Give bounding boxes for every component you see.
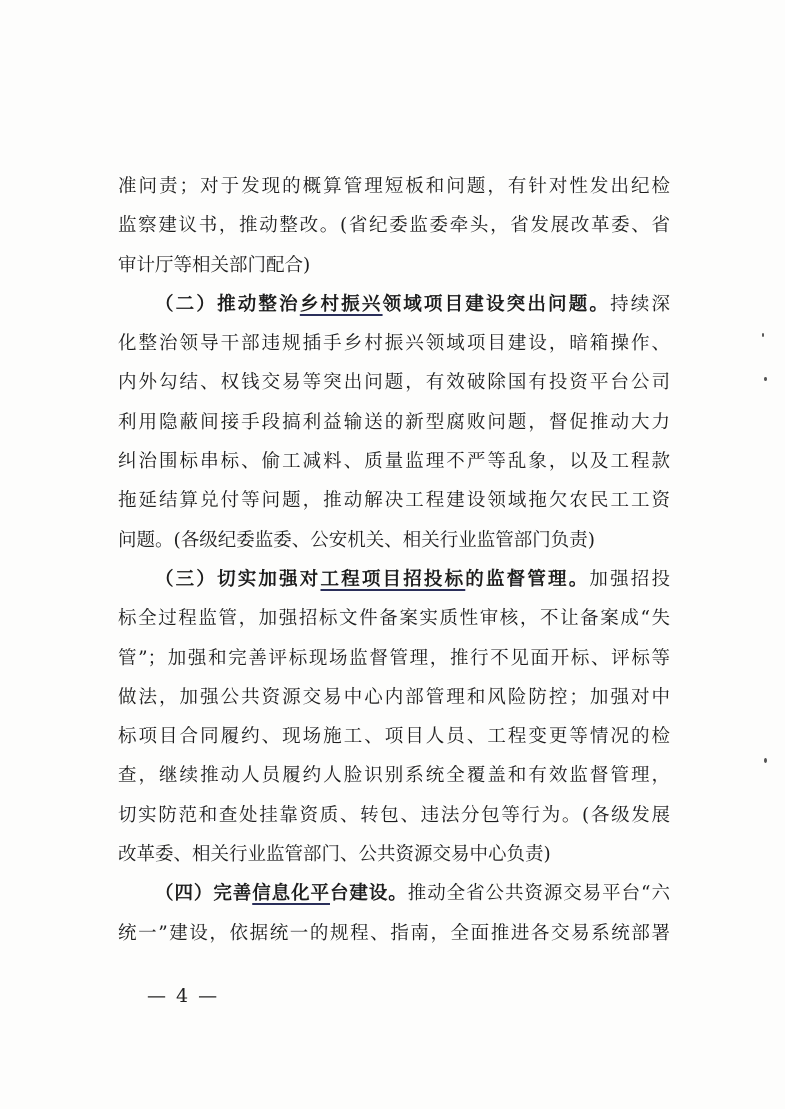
page-number: — 4 — xyxy=(147,985,220,1007)
text-line: 做法，加强公共资源交易中心内部管理和风险防控；加强对中 xyxy=(118,686,670,708)
text-line: 内外勾结、权钱交易等突出问题，有效破除国有投资平台公司 xyxy=(118,372,670,394)
section-heading-four xyxy=(118,874,670,913)
text-line: 管”；加强和完善评标现场监督管理，推行不见面开标、评标等 xyxy=(118,647,670,669)
underlined-phrase: 信息化平 xyxy=(252,883,330,905)
body-text xyxy=(118,167,670,953)
text-line: 利用隐蔽间接手段搞利益输送的新型腐败问题，督促推动大力 xyxy=(118,411,670,433)
scan-speck xyxy=(762,333,764,337)
section-number: （四） xyxy=(155,883,214,905)
text-line: 监察建议书，推动整改。(省纪委监委牵头，省发展改革委、省 xyxy=(118,215,670,237)
section-heading-two xyxy=(118,285,670,324)
section-number: （三） xyxy=(155,568,218,590)
text-line: 标项目合同履约、现场施工、项目人员、工程变更等情况的检 xyxy=(118,726,670,748)
text-line: 统一”建设，依据统一的规程、指南，全面推进各交易系统部署 xyxy=(118,922,670,944)
body-text-fragment: 持续深 xyxy=(610,293,670,315)
section-number: （二） xyxy=(155,293,218,315)
text-line: 审计厅等相关部门配合) xyxy=(118,254,311,276)
heading-text: 推动整治 xyxy=(217,293,300,315)
scan-speck xyxy=(764,377,767,381)
text-line: 纠治围标串标、偷工减料、质量监理不严等乱象，以及工程款 xyxy=(118,451,670,473)
heading-text: 领域项目建设突出问题。 xyxy=(382,293,611,315)
text-line: 查，继续推动人员履约人脸识别系统全覆盖和有效监督管理， xyxy=(118,765,670,787)
heading-text: 台建设。 xyxy=(329,883,408,905)
text-line: 问题。(各级纪委监委、公安机关、相关行业监管部门负责) xyxy=(118,529,595,551)
heading-text: 切实加强对 xyxy=(217,568,321,590)
scan-speck xyxy=(764,758,767,763)
section-heading-three xyxy=(118,560,670,599)
text-line: 准问责；对于发现的概算管理短板和问题，有针对性发出纪检 xyxy=(118,176,670,197)
text-line: 改革委、相关行业监管部门、公共资源交易中心负责) xyxy=(118,844,551,866)
text-line: 切实防范和查处挂靠资质、转包、违法分包等行为。(各级发展 xyxy=(118,804,670,826)
text-line: 化整治领导干部违规插手乡村振兴领域项目建设，暗箱操作、 xyxy=(118,333,670,355)
body-text-fragment: 加强招投 xyxy=(589,568,670,590)
body-text-fragment: 推动全省公共资源交易平台“六 xyxy=(407,883,670,905)
heading-text: 完善 xyxy=(213,883,253,905)
heading-text: 的监督管理。 xyxy=(465,568,590,590)
text-line: 拖延结算兑付等问题，推动解决工程建设领域拖欠农民工工资 xyxy=(118,490,670,512)
text-line: 标全过程监管，加强招标文件备案实质性审核，不让备案成“失 xyxy=(118,608,670,630)
underlined-phrase: 工程项目招投标 xyxy=(320,568,466,590)
underlined-phrase: 乡村振兴 xyxy=(299,293,383,315)
